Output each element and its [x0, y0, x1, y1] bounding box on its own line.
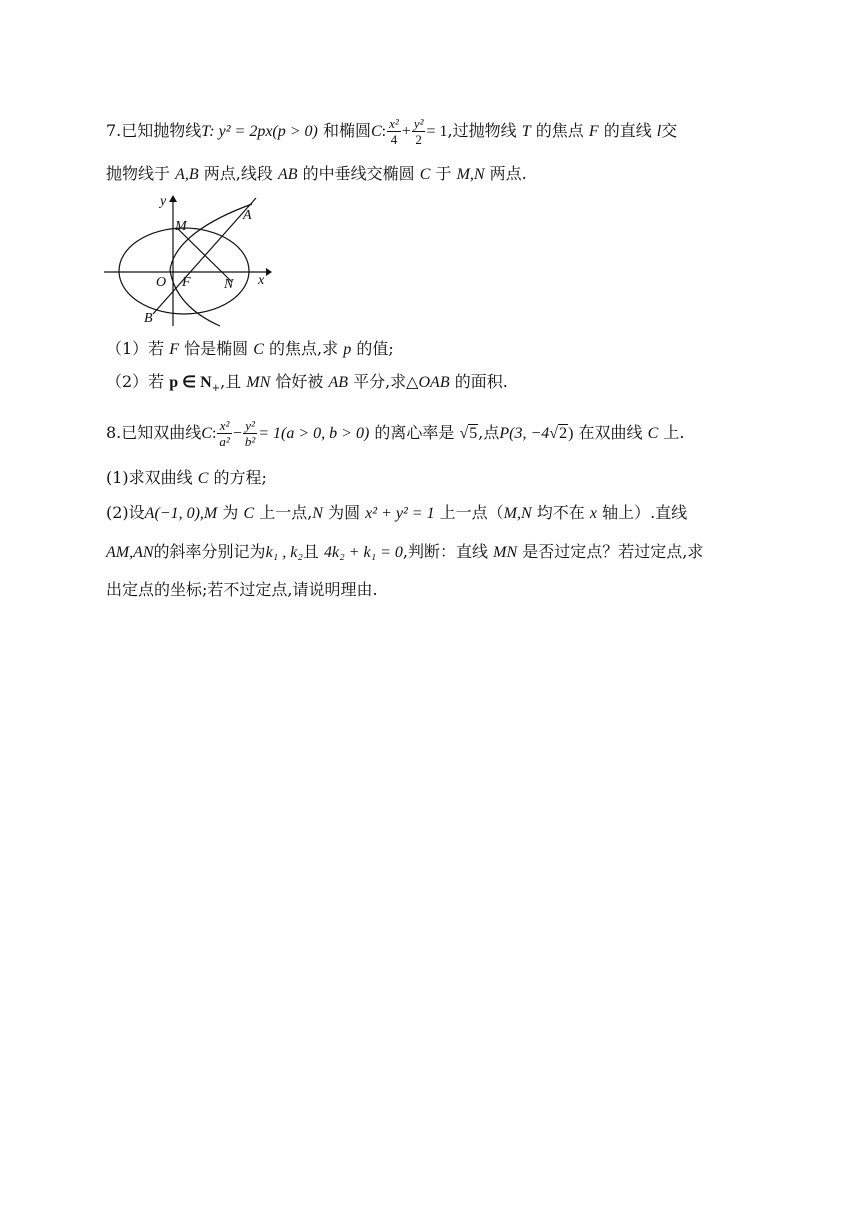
q8-sqrt5: √5: [459, 425, 478, 442]
q7-AB: AB: [328, 374, 348, 391]
q7-C: C: [253, 341, 264, 358]
q7-text: 的直线: [603, 121, 652, 140]
q8-part-2-line-2: [106, 541, 703, 564]
q7-text: 两点,线段: [203, 164, 273, 183]
q7-text: （2）若: [106, 372, 165, 391]
q7-text: 的焦点: [535, 121, 584, 140]
q8-C: C: [197, 470, 209, 487]
q8-circle-eq: x² + y² = 1: [365, 505, 435, 522]
q8-line-1: 8.已知双曲线C: $\frac{\text{x²}}{\text{a²}}$ − $\frac{\text{y²}}{\text{b²}}$ = 1(a > 0, b > 0) 的离心率是 √5,点P(3, −4√2) 在双曲线 C 上.: [106, 418, 685, 449]
q7-frac-y: $\frac{\text{y²}}{2}$: [413, 116, 424, 147]
q8-text: 均不在: [536, 503, 585, 522]
q8-text: 为: [222, 503, 239, 522]
q8-point-A: A(−1, 0): [144, 505, 200, 522]
label-A: A: [243, 208, 252, 223]
q7-text: 两点.: [489, 164, 527, 183]
q8-text: 轴上）.直线: [602, 503, 688, 522]
q8-part-1: [106, 467, 267, 490]
label-y: y: [160, 194, 167, 209]
q7-text: 的值;: [356, 339, 394, 358]
q8-text: 且: [302, 542, 319, 561]
q8-text: 在双曲线: [578, 423, 643, 442]
parabola-lower: [170, 270, 220, 326]
q8-text: 为圆: [328, 503, 361, 522]
q7-text: 的面积.: [454, 372, 508, 391]
q7-MN: MN: [246, 374, 271, 391]
q8-C: C: [243, 505, 255, 522]
q7-text: 的焦点,求: [269, 339, 339, 358]
q8-MN: M,N: [503, 505, 532, 522]
q8-text: (1)求双曲线: [106, 468, 193, 487]
q7-p: p: [343, 341, 352, 358]
q8-frac-x: $\frac{\text{x²}}{\text{a²}}$: [219, 418, 230, 449]
q7-T2: T: [521, 123, 531, 140]
q7-AB: A,B: [175, 166, 199, 183]
q8-text: 上.: [663, 423, 685, 442]
q7-text: 恰是椭圆: [184, 339, 249, 358]
q7-C2: C: [419, 166, 431, 183]
q8-paren: ): [568, 425, 574, 442]
x-axis-arrow-icon: [266, 268, 272, 276]
q8-text: 上一点,: [259, 503, 313, 522]
q7-text: 交: [661, 121, 678, 140]
q8-text: 的离心率是: [374, 423, 455, 442]
q7-text: 于: [435, 164, 452, 183]
q7-line-1: 7.已知抛物线T: y² = 2px(p > 0) 和椭圆C: $\frac{\text{x²}}{4}$ + $\frac{\text{y²}}{2}$ = 1,过抛物线 T 的焦点 F 的直线 l交: [106, 116, 678, 147]
q8-x: x: [589, 505, 597, 522]
q8-MN: MN: [493, 544, 518, 561]
q8-AMAN: AM,AN: [106, 544, 154, 561]
y-axis-arrow-icon: [169, 195, 177, 202]
q8-hyperbola-eq: = 1(a > 0, b > 0): [258, 425, 370, 442]
q8-M: ,M: [199, 505, 218, 522]
q7-p-in-N: p ∈ N: [169, 374, 212, 391]
q8-text: 是否过定点？若过定点,求: [522, 542, 704, 561]
q7-F: F: [588, 123, 599, 140]
q7-parabola-eq: : y² = 2px(p > 0): [209, 123, 318, 140]
q7-text: （1）若: [106, 339, 165, 358]
label-B: B: [144, 311, 153, 326]
q8-text: ,点: [478, 423, 500, 442]
q7-text: ,过抛物线: [447, 121, 517, 140]
q7-plus: +: [211, 383, 221, 395]
q7-part-2: [106, 371, 508, 400]
q8-point-P: P(3, −4: [499, 425, 550, 442]
q8-slope-eq: 4k₂ + k₁ = 0: [324, 544, 403, 561]
q7-figure: [98, 192, 273, 330]
q7-text: 和椭圆: [322, 121, 371, 140]
q7-frac-x: $\frac{\text{x²}}{4}$: [389, 116, 399, 147]
q8-part-2-line-1: [106, 502, 687, 525]
label-M: M: [175, 219, 187, 234]
q7-C: C: [370, 123, 382, 140]
q8-text: 的方程;: [213, 468, 267, 487]
perpendicular-bisector: [177, 228, 232, 282]
q8-text: 出定点的坐标;若不过定点,请说明理由.: [106, 580, 378, 599]
q7-MN: M,N: [456, 166, 485, 183]
q7-text: 平分,求△: [353, 372, 419, 391]
q8-text: 的斜率分别记为: [153, 542, 266, 561]
q8-text: 8.已知双曲线: [106, 423, 202, 442]
q7-text: 抛物线于: [106, 164, 171, 183]
q7-F: F: [169, 341, 180, 358]
q7-T: T: [201, 123, 210, 140]
q8-text: 上一点（: [439, 503, 504, 522]
q7-text: ,且: [220, 372, 242, 391]
q7-line-2: [106, 163, 527, 186]
q8-part-2-line-3: [106, 579, 378, 601]
q8-N: N: [312, 505, 323, 522]
q7-part-1: [106, 338, 394, 361]
parabola-upper: [170, 204, 252, 270]
q8-text: ,判断：直线: [402, 542, 489, 561]
q8-C: C: [201, 425, 212, 442]
q7-ellipse-eq: = 1: [426, 123, 448, 140]
q7-text: 的中垂线交椭圆: [302, 164, 415, 183]
q7-text: 恰好被: [275, 372, 324, 391]
q8-text: (2)设: [106, 503, 145, 522]
q7-text: 7.已知抛物线: [106, 121, 202, 140]
label-F: F: [182, 275, 191, 290]
label-N: N: [224, 277, 234, 292]
q8-C2: C: [647, 425, 659, 442]
q8-sqrt2: √2: [549, 425, 568, 442]
line-l: [153, 198, 256, 314]
label-x: x: [258, 273, 265, 288]
q8-frac-y: $\frac{\text{y²}}{\text{b²}}$: [244, 418, 256, 449]
q8-k1-k2: k₁ , k₂: [265, 544, 303, 561]
label-O: O: [156, 275, 167, 290]
q7-AB2: AB: [277, 166, 298, 183]
q7-l: l: [656, 123, 662, 140]
q7-OAB: OAB: [418, 374, 450, 391]
